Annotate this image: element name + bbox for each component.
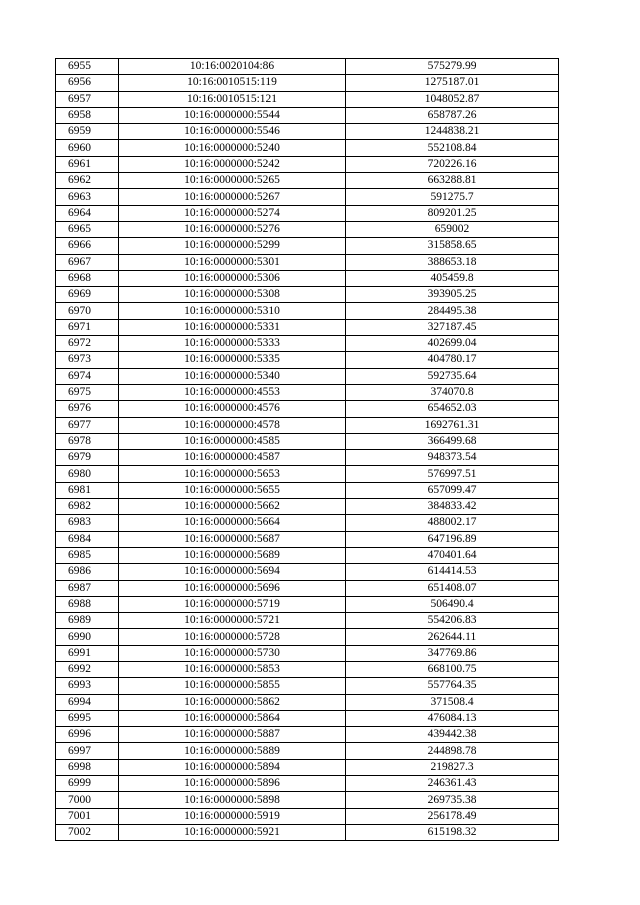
row-index-cell: 6997 <box>56 743 119 759</box>
cadastral-number-cell: 10:16:0000000:5919 <box>119 808 346 824</box>
cadastral-number-cell: 10:16:0000000:5664 <box>119 515 346 531</box>
value-cell: 219827.3 <box>346 759 559 775</box>
row-index-cell: 6982 <box>56 499 119 515</box>
row-index-cell: 6964 <box>56 205 119 221</box>
row-index-cell: 6961 <box>56 156 119 172</box>
value-cell: 269735.38 <box>346 792 559 808</box>
row-index-cell: 6955 <box>56 59 119 75</box>
table-row <box>56 515 559 531</box>
value-cell: 720226.16 <box>346 156 559 172</box>
row-index-cell: 6988 <box>56 596 119 612</box>
value-cell: 284495.38 <box>346 303 559 319</box>
table-row <box>56 613 559 629</box>
cadastral-number-cell: 10:16:0010515:121 <box>119 91 346 107</box>
cadastral-number-cell: 10:16:0000000:5331 <box>119 319 346 335</box>
row-index-cell: 6995 <box>56 710 119 726</box>
row-index-cell: 6970 <box>56 303 119 319</box>
value-cell: 575279.99 <box>346 59 559 75</box>
value-cell: 488002.17 <box>346 515 559 531</box>
table-row <box>56 91 559 107</box>
table-row <box>56 694 559 710</box>
value-cell: 1048052.87 <box>346 91 559 107</box>
row-index-cell: 6983 <box>56 515 119 531</box>
row-index-cell: 6978 <box>56 433 119 449</box>
table-row <box>56 564 559 580</box>
row-index-cell: 6993 <box>56 678 119 694</box>
table-row <box>56 547 559 563</box>
row-index-cell: 6967 <box>56 254 119 270</box>
table-row <box>56 792 559 808</box>
table-row <box>56 499 559 515</box>
value-cell: 1692761.31 <box>346 417 559 433</box>
value-cell: 654652.03 <box>346 401 559 417</box>
value-cell: 552108.84 <box>346 140 559 156</box>
cadastral-number-cell: 10:16:0000000:5299 <box>119 238 346 254</box>
row-index-cell: 6980 <box>56 466 119 482</box>
table-row <box>56 531 559 547</box>
cadastral-number-cell: 10:16:0000000:5687 <box>119 531 346 547</box>
value-cell: 476084.13 <box>346 710 559 726</box>
cadastral-number-cell: 10:16:0000000:4553 <box>119 384 346 400</box>
table-row <box>56 75 559 91</box>
table-row <box>56 319 559 335</box>
row-index-cell: 6989 <box>56 613 119 629</box>
row-index-cell: 6965 <box>56 221 119 237</box>
row-index-cell: 6969 <box>56 287 119 303</box>
cadastral-number-cell: 10:16:0000000:5335 <box>119 352 346 368</box>
row-index-cell: 6957 <box>56 91 119 107</box>
table-row <box>56 710 559 726</box>
cadastral-number-cell: 10:16:0000000:5274 <box>119 205 346 221</box>
value-cell: 246361.43 <box>346 776 559 792</box>
table-row <box>56 270 559 286</box>
cadastral-number-cell: 10:16:0000000:5655 <box>119 482 346 498</box>
table-row <box>56 384 559 400</box>
value-cell: 554206.83 <box>346 613 559 629</box>
cadastral-number-cell: 10:16:0000000:5267 <box>119 189 346 205</box>
cadastral-number-cell: 10:16:0000000:4585 <box>119 433 346 449</box>
row-index-cell: 6968 <box>56 270 119 286</box>
row-index-cell: 6963 <box>56 189 119 205</box>
cadastral-number-cell: 10:16:0000000:4576 <box>119 401 346 417</box>
cadastral-number-cell: 10:16:0000000:5862 <box>119 694 346 710</box>
value-cell: 470401.64 <box>346 547 559 563</box>
cadastral-number-cell: 10:16:0000000:5333 <box>119 336 346 352</box>
cadastral-number-cell: 10:16:0000000:5894 <box>119 759 346 775</box>
value-cell: 404780.17 <box>346 352 559 368</box>
row-index-cell: 7000 <box>56 792 119 808</box>
row-index-cell: 6959 <box>56 124 119 140</box>
row-index-cell: 7001 <box>56 808 119 824</box>
table-row <box>56 596 559 612</box>
value-cell: 658787.26 <box>346 107 559 123</box>
row-index-cell: 6984 <box>56 531 119 547</box>
table-row <box>56 124 559 140</box>
row-index-cell: 7002 <box>56 824 119 840</box>
value-cell: 663288.81 <box>346 173 559 189</box>
value-cell: 647196.89 <box>346 531 559 547</box>
value-cell: 374070.8 <box>346 384 559 400</box>
cadastral-number-cell: 10:16:0000000:5889 <box>119 743 346 759</box>
row-index-cell: 6987 <box>56 580 119 596</box>
cadastral-number-cell: 10:16:0000000:5721 <box>119 613 346 629</box>
row-index-cell: 6991 <box>56 645 119 661</box>
value-cell: 371508.4 <box>346 694 559 710</box>
row-index-cell: 6972 <box>56 336 119 352</box>
row-index-cell: 6960 <box>56 140 119 156</box>
value-cell: 592735.64 <box>346 368 559 384</box>
cadastral-number-cell: 10:16:0000000:5544 <box>119 107 346 123</box>
data-table <box>55 58 559 841</box>
table-row <box>56 417 559 433</box>
cadastral-number-cell: 10:16:0010515:119 <box>119 75 346 91</box>
cadastral-number-cell: 10:16:0000000:5694 <box>119 564 346 580</box>
value-cell: 366499.68 <box>346 433 559 449</box>
value-cell: 615198.32 <box>346 824 559 840</box>
row-index-cell: 6998 <box>56 759 119 775</box>
table-row <box>56 580 559 596</box>
cadastral-number-cell: 10:16:0000000:5242 <box>119 156 346 172</box>
cadastral-number-cell: 10:16:0000000:5308 <box>119 287 346 303</box>
value-cell: 576997.51 <box>346 466 559 482</box>
row-index-cell: 6990 <box>56 629 119 645</box>
table-body <box>56 59 559 841</box>
cadastral-number-cell: 10:16:0000000:5301 <box>119 254 346 270</box>
row-index-cell: 6996 <box>56 727 119 743</box>
cadastral-number-cell: 10:16:0000000:5546 <box>119 124 346 140</box>
cadastral-number-cell: 10:16:0000000:4578 <box>119 417 346 433</box>
row-index-cell: 6973 <box>56 352 119 368</box>
cadastral-number-cell: 10:16:0000000:5306 <box>119 270 346 286</box>
value-cell: 262644.11 <box>346 629 559 645</box>
value-cell: 557764.35 <box>346 678 559 694</box>
cadastral-number-cell: 10:16:0000000:5887 <box>119 727 346 743</box>
cadastral-number-cell: 10:16:0000000:5728 <box>119 629 346 645</box>
value-cell: 659002 <box>346 221 559 237</box>
table-row <box>56 824 559 840</box>
row-index-cell: 6971 <box>56 319 119 335</box>
table-row <box>56 140 559 156</box>
cadastral-number-cell: 10:16:0000000:5689 <box>119 547 346 563</box>
value-cell: 1275187.01 <box>346 75 559 91</box>
row-index-cell: 6994 <box>56 694 119 710</box>
table-row <box>56 368 559 384</box>
value-cell: 244898.78 <box>346 743 559 759</box>
cadastral-number-cell: 10:16:0000000:5719 <box>119 596 346 612</box>
value-cell: 614414.53 <box>346 564 559 580</box>
cadastral-number-cell: 10:16:0020104:86 <box>119 59 346 75</box>
cadastral-number-cell: 10:16:0000000:5855 <box>119 678 346 694</box>
table-row <box>56 759 559 775</box>
table-row <box>56 352 559 368</box>
cadastral-number-cell: 10:16:0000000:5662 <box>119 499 346 515</box>
table-row <box>56 661 559 677</box>
table-row <box>56 173 559 189</box>
value-cell: 651408.07 <box>346 580 559 596</box>
cadastral-number-cell: 10:16:0000000:5896 <box>119 776 346 792</box>
cadastral-number-cell: 10:16:0000000:5653 <box>119 466 346 482</box>
table-row <box>56 107 559 123</box>
table-row <box>56 727 559 743</box>
cadastral-number-cell: 10:16:0000000:4587 <box>119 450 346 466</box>
table-row <box>56 59 559 75</box>
row-index-cell: 6986 <box>56 564 119 580</box>
table-row <box>56 221 559 237</box>
cadastral-number-cell: 10:16:0000000:5853 <box>119 661 346 677</box>
table-row <box>56 254 559 270</box>
table-row <box>56 466 559 482</box>
row-index-cell: 6974 <box>56 368 119 384</box>
cadastral-number-cell: 10:16:0000000:5921 <box>119 824 346 840</box>
value-cell: 388653.18 <box>346 254 559 270</box>
cadastral-number-cell: 10:16:0000000:5240 <box>119 140 346 156</box>
value-cell: 405459.8 <box>346 270 559 286</box>
table-row <box>56 238 559 254</box>
table-row <box>56 189 559 205</box>
table-row <box>56 287 559 303</box>
row-index-cell: 6985 <box>56 547 119 563</box>
cadastral-number-cell: 10:16:0000000:5265 <box>119 173 346 189</box>
value-cell: 948373.54 <box>346 450 559 466</box>
value-cell: 393905.25 <box>346 287 559 303</box>
value-cell: 384833.42 <box>346 499 559 515</box>
table-row <box>56 629 559 645</box>
row-index-cell: 6992 <box>56 661 119 677</box>
value-cell: 591275.7 <box>346 189 559 205</box>
table-row <box>56 645 559 661</box>
table-row <box>56 776 559 792</box>
table-row <box>56 336 559 352</box>
value-cell: 1244838.21 <box>346 124 559 140</box>
row-index-cell: 6981 <box>56 482 119 498</box>
cadastral-number-cell: 10:16:0000000:5730 <box>119 645 346 661</box>
value-cell: 327187.45 <box>346 319 559 335</box>
row-index-cell: 6962 <box>56 173 119 189</box>
table-row <box>56 450 559 466</box>
row-index-cell: 6976 <box>56 401 119 417</box>
row-index-cell: 6975 <box>56 384 119 400</box>
row-index-cell: 6966 <box>56 238 119 254</box>
table-row <box>56 482 559 498</box>
value-cell: 506490.4 <box>346 596 559 612</box>
cadastral-number-cell: 10:16:0000000:5696 <box>119 580 346 596</box>
row-index-cell: 6956 <box>56 75 119 91</box>
row-index-cell: 6979 <box>56 450 119 466</box>
table-row <box>56 205 559 221</box>
value-cell: 657099.47 <box>346 482 559 498</box>
row-index-cell: 6977 <box>56 417 119 433</box>
table-row <box>56 156 559 172</box>
table-row <box>56 401 559 417</box>
cadastral-number-cell: 10:16:0000000:5276 <box>119 221 346 237</box>
value-cell: 347769.86 <box>346 645 559 661</box>
table-row <box>56 743 559 759</box>
cadastral-number-cell: 10:16:0000000:5898 <box>119 792 346 808</box>
table-row <box>56 678 559 694</box>
table-row <box>56 433 559 449</box>
value-cell: 809201.25 <box>346 205 559 221</box>
value-cell: 668100.75 <box>346 661 559 677</box>
row-index-cell: 6958 <box>56 107 119 123</box>
value-cell: 402699.04 <box>346 336 559 352</box>
row-index-cell: 6999 <box>56 776 119 792</box>
value-cell: 256178.49 <box>346 808 559 824</box>
cadastral-number-cell: 10:16:0000000:5340 <box>119 368 346 384</box>
value-cell: 315858.65 <box>346 238 559 254</box>
cadastral-number-cell: 10:16:0000000:5310 <box>119 303 346 319</box>
value-cell: 439442.38 <box>346 727 559 743</box>
table-row <box>56 303 559 319</box>
cadastral-number-cell: 10:16:0000000:5864 <box>119 710 346 726</box>
table-row <box>56 808 559 824</box>
